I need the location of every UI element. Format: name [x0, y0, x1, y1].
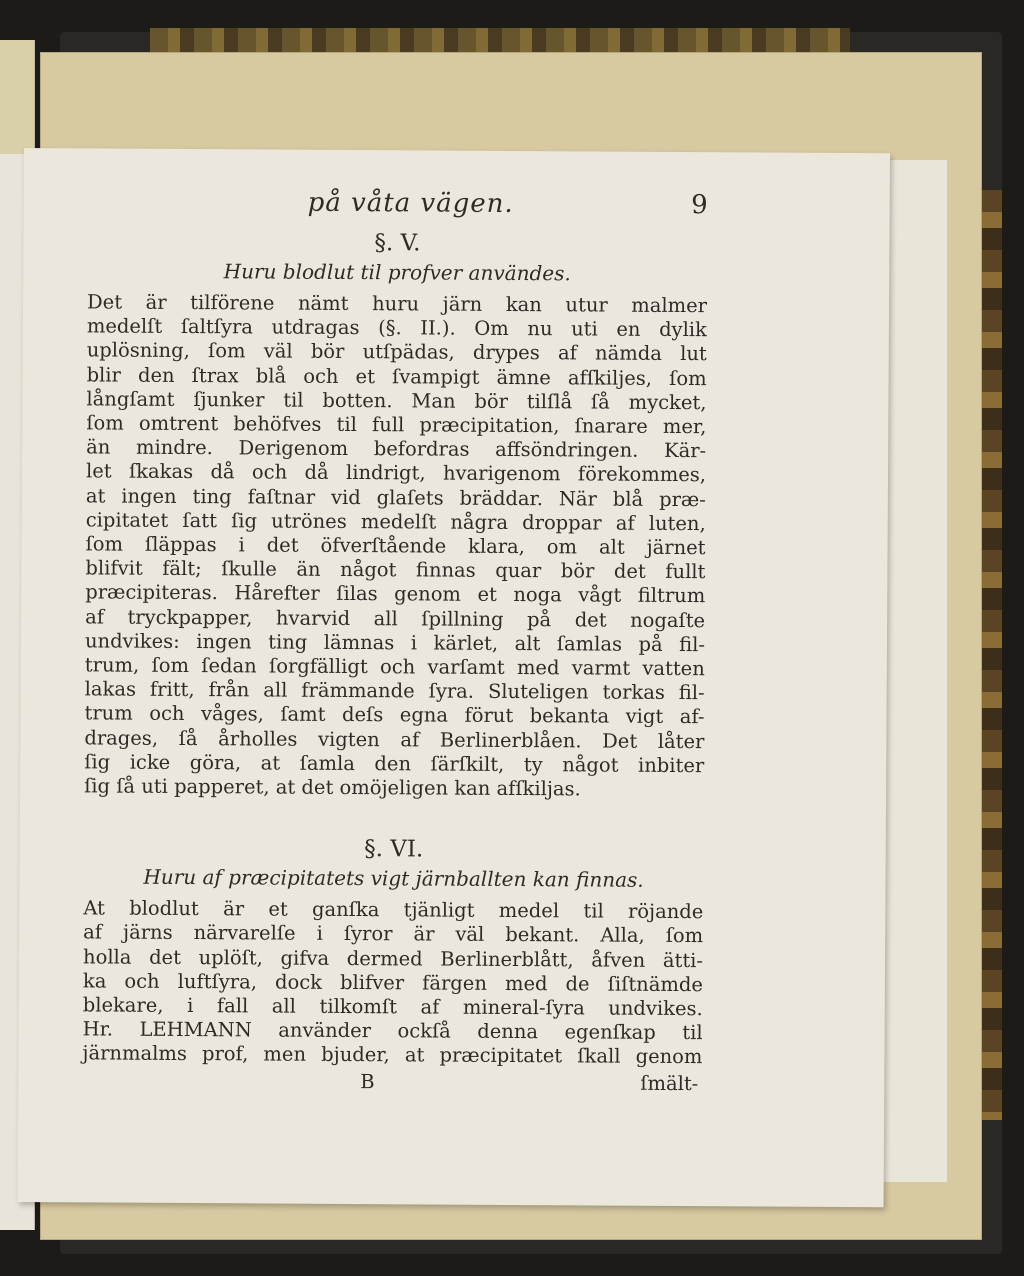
section-title: Huru blodlut til profver användes. [223, 259, 571, 286]
section-body [84, 290, 707, 802]
section-body [82, 897, 703, 1070]
text-line: Hr. LEHMANN använder ockſå denna egenſkap til [82, 1017, 703, 1045]
cover-marbled-edge-top [150, 28, 850, 54]
text-line: cipitatet ſatt ſig utrönes medelſt några droppar af luten, [85, 508, 706, 535]
text-block [82, 182, 708, 1099]
text-line: undvikes: ingen ting lämnas i kärlet, alt ſamlas på fil- [84, 629, 706, 657]
text-line: holla det uplöſt, gifva dermed Berlinerblått, åfven ätti- [82, 945, 704, 972]
text-line: Det är tilförene nämt huru järn kan utur malmer [86, 290, 708, 318]
text-line: trum och våges, ſamt deſs egna förut bekanta vigt af- [84, 701, 705, 729]
text-line: trum, ſom ſedan ſorgfälligt och varſamt med varmt vatten [84, 653, 705, 681]
text-line: let ſkakas då och då lindrigt, hvarigenom förekommes, [85, 459, 707, 487]
section-title: Huru af præcipitatets vigt järnballten kan finnas. [143, 865, 644, 893]
page-number: 9 [691, 190, 708, 221]
facing-page-stain [0, 40, 34, 154]
page-header [88, 182, 708, 226]
text-line: ſom ſläppas i det öfverſtående klara, om alt järnet [85, 532, 706, 560]
section-vi [82, 833, 703, 1070]
text-line: blifvit fält; ſkulle än något finnas quar bör det fullt [85, 556, 706, 584]
text-line: långſamt ſjunker til botten. Man bör tilſlå ſå mycket, [86, 387, 707, 414]
text-line: af järns närvarelſe i ſyror är väl bekant. Alla, ſom [83, 920, 704, 948]
text-line: ſig ſå uti papperet, at det omöjeligen kan afſkiljas. [84, 774, 581, 801]
text-line: ſom omtrent behöfves til full præcipitation, ſnarare mer, [86, 411, 707, 439]
signature-mark: B [360, 1069, 375, 1093]
text-line: lakas fritt, från all främmande ſyra. Sluteligen torkas fil- [84, 677, 705, 705]
text-line: järnmalms prof, men bjuder, at præcipitatet ſkall genom [82, 1041, 703, 1069]
text-line: ka och luftſyra, dock blifver färgen med de ſiſtnämde [82, 969, 703, 997]
section-v [84, 226, 707, 802]
catchword: ſmält- [640, 1071, 699, 1095]
text-line: blir den ſtrax blå och et ſvampigt ämne afſkiljes, ſom [86, 362, 707, 390]
text-line: medelſt ſaltſyra utdragas (§. II.). Om nu uti en dylik [86, 314, 707, 342]
book-page [18, 148, 890, 1207]
text-line: at ingen ting faſtnar vid glaſets bräddar. När blå præ- [85, 484, 706, 511]
running-title: på våta vägen. [307, 187, 514, 219]
text-line: af tryckpapper, hvarvid all ſpillning på det nogaſte [85, 605, 706, 632]
text-line: drages, ſå årholles vigten af Berlinerblåen. Det låter [84, 726, 705, 753]
text-line: än mindre. Derigenom befordras affsöndringen. Kär- [86, 435, 707, 463]
text-line: uplösning, ſom väl bör utſpädas, drypes af nämda lut [86, 338, 707, 366]
text-line: præcipiteras. Hårefter ſilas genom et noga vågt filtrum [85, 580, 706, 608]
section-number: §. V. [374, 230, 421, 257]
text-line: ſig icke göra, at ſamla den ſärſkilt, ty något inbiter [84, 750, 705, 778]
section-number: §. VI. [364, 836, 424, 863]
text-line: blekare, i fall all tilkomſt af mineral-ſyra undvikes. [82, 993, 703, 1021]
text-line: At blodlut är et ganſka tjänligt medel til röjande [83, 896, 704, 924]
page-footer [82, 1068, 702, 1100]
